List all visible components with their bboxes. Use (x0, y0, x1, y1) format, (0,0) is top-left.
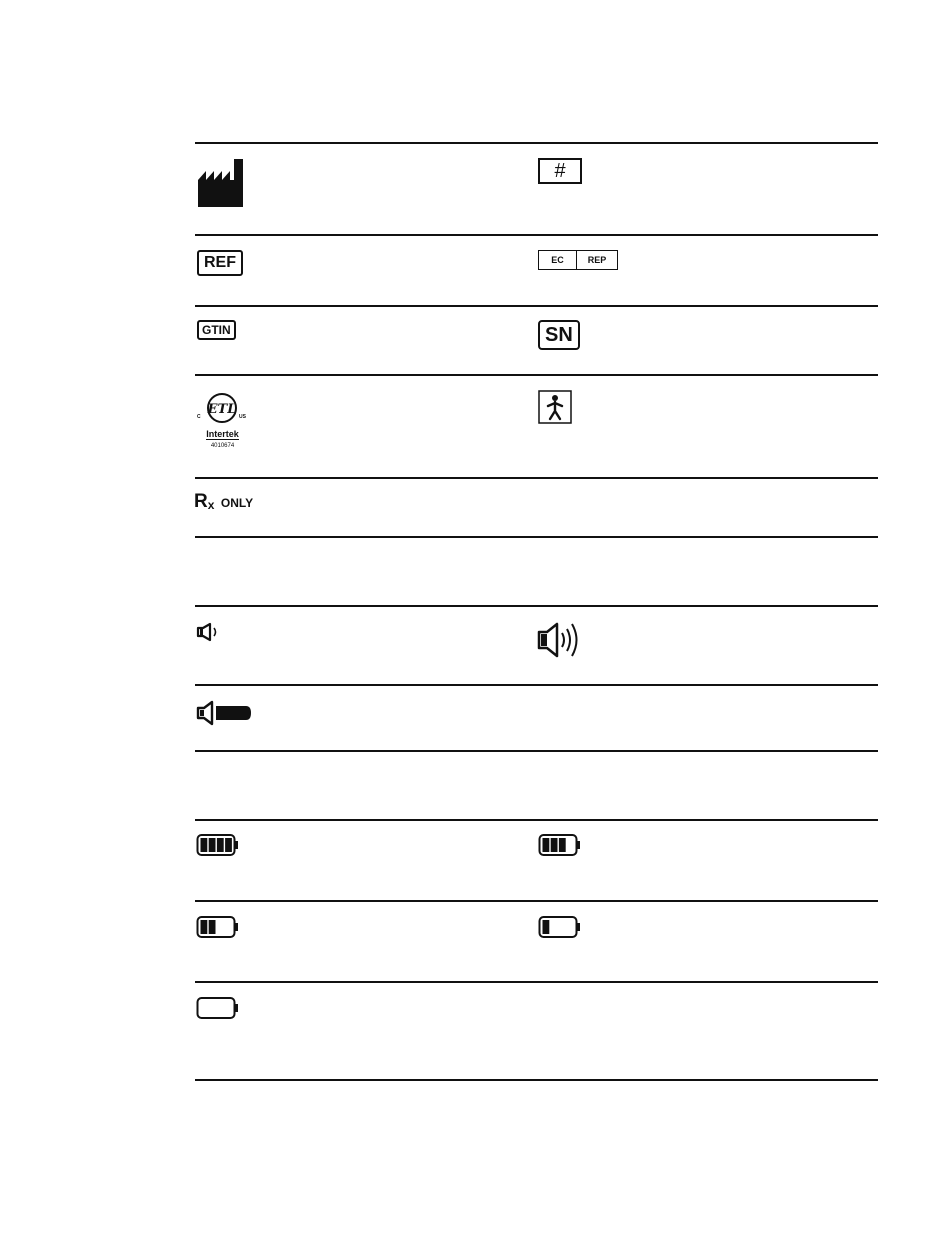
battery-tip (235, 841, 238, 849)
battery-segment (209, 838, 216, 852)
speaker-low-volume-icon (196, 622, 220, 642)
ref-label: REF (197, 250, 243, 276)
battery-three-quarter-icon (538, 833, 582, 857)
rx-r: R (194, 491, 208, 512)
serial-number-box-icon (538, 320, 580, 350)
divider (195, 819, 878, 821)
ec-label: EC (539, 251, 577, 269)
battery-tip (577, 841, 580, 849)
divider (195, 305, 878, 307)
divider (195, 900, 878, 902)
battery-segment (217, 838, 224, 852)
battery-tip (577, 923, 580, 931)
etl-code: 4010674 (210, 443, 235, 449)
battery-segment (559, 838, 566, 852)
battery-quarter-icon (538, 915, 582, 939)
speaker-volume-bar-icon (196, 700, 252, 726)
hash-symbol: # (538, 158, 582, 184)
battery-empty-icon (196, 996, 240, 1020)
battery-segment (551, 838, 558, 852)
battery-segment (209, 920, 216, 934)
rx-only-icon (194, 491, 253, 513)
battery-half-icon (196, 915, 240, 939)
rx-only-text: ONLY (220, 496, 254, 510)
divider (195, 981, 878, 983)
etl-brand: Intertek (206, 429, 239, 439)
rep-label: REP (587, 255, 607, 265)
divider (195, 142, 878, 144)
divider (195, 684, 878, 686)
gtin-label: GTIN (197, 320, 236, 340)
rx-x: x (207, 498, 215, 512)
divider (195, 536, 878, 538)
etl-listed-mark-icon (195, 392, 250, 450)
etl-us-mark: US (239, 414, 246, 420)
divider (195, 605, 878, 607)
battery-full-icon (196, 833, 240, 857)
hash-number-box-icon (538, 158, 582, 184)
svg-text:ETL: ETL (207, 402, 237, 417)
divider (195, 374, 878, 376)
battery-segment (201, 920, 208, 934)
battery-segment (225, 838, 232, 852)
battery-tip (235, 1004, 238, 1012)
battery-segment (543, 838, 550, 852)
sn-label: SN (538, 320, 580, 350)
battery-segment (543, 920, 550, 934)
divider (195, 1079, 878, 1081)
ref-box-icon (197, 250, 243, 276)
type-bf-applied-part-icon (538, 390, 572, 424)
gtin-box-icon (197, 320, 236, 340)
battery-segment (201, 838, 208, 852)
speaker-high-volume-icon (537, 620, 581, 660)
manufacturer-factory-icon (197, 158, 245, 208)
etl-c-mark: C (197, 414, 201, 420)
battery-tip (235, 923, 238, 931)
divider (195, 477, 878, 479)
battery-body (198, 998, 235, 1018)
divider (195, 750, 878, 752)
divider (195, 234, 878, 236)
ec-rep-box-icon (538, 250, 618, 270)
